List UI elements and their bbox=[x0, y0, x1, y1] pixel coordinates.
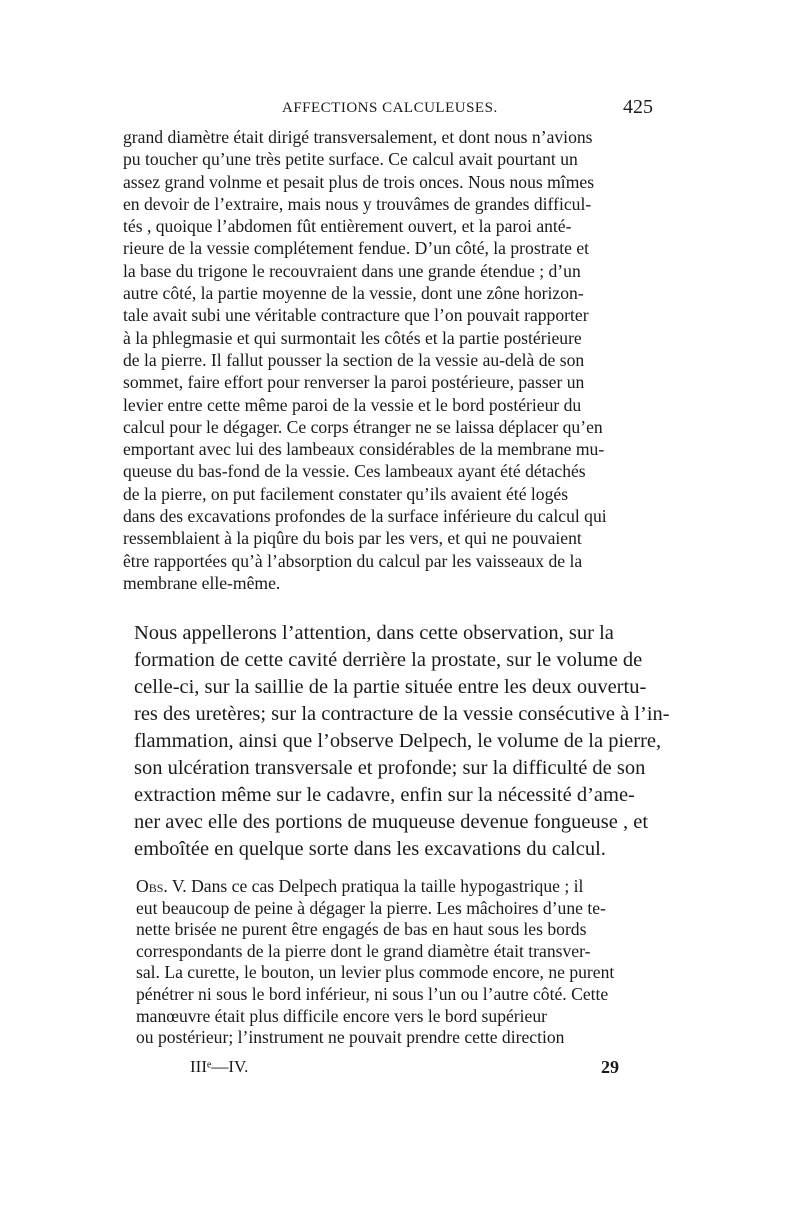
text-line: pu toucher qu’une très petite surface. Ce calcul avait pourtant un bbox=[123, 149, 578, 170]
page-number: 425 bbox=[623, 96, 653, 118]
text-line: en devoir de l’extraire, mais nous y trouvâmes de grandes difficul- bbox=[123, 193, 592, 214]
text-line: à la phlegmasie et qui surmontait les côtés et la partie postérieure bbox=[123, 327, 582, 348]
text-line: celle-ci, sur la saillie de la partie située entre les deux ouvertu- bbox=[134, 676, 647, 698]
text-line: ou postérieur; l’instrument ne pouvait prendre cette direction bbox=[136, 1027, 565, 1048]
text-line: de la pierre. Il fallut pousser la section de la vessie au-delà de son bbox=[123, 349, 585, 370]
text-line: ressemblaient à la piqûre du bois par les vers, et qui ne pouvaient bbox=[123, 528, 582, 549]
text-line: formation de cette cavité derrière la prostate, sur le volume de bbox=[134, 649, 643, 671]
signature-number: 29 bbox=[601, 1057, 619, 1077]
text-line: manœuvre était plus difficile encore vers le bord supérieur bbox=[136, 1005, 548, 1026]
text-line: correspondants de la pierre dont le grand diamètre était transver- bbox=[136, 940, 591, 961]
signature-mark: IIIᵉ—IV. bbox=[190, 1057, 249, 1076]
paragraph-case-description bbox=[123, 126, 676, 594]
text-line: grand diamètre était dirigé transversalement, et dont nous n’avions bbox=[123, 127, 593, 147]
text-line: dans des excavations profondes de la surface inférieure du calcul qui bbox=[123, 506, 607, 527]
text-line: Nous appellerons l’attention, dans cette observation, sur la bbox=[134, 622, 614, 644]
paragraph-commentary bbox=[134, 620, 670, 863]
text-line bbox=[136, 876, 676, 898]
text-line: son ulcération transversale et profonde; sur la difficulté de son bbox=[134, 757, 646, 779]
text-line: extraction même sur le cadavre, enfin sur la nécessité d’ame- bbox=[134, 784, 635, 806]
text-line: ner avec elle des portions de muqueuse devenue fongueuse , et bbox=[134, 811, 649, 833]
text-line: emportant avec lui des lambeaux considérables de la membrane mu- bbox=[123, 439, 605, 460]
text-line: emboîtée en quelque sorte dans les excavations du calcul. bbox=[134, 838, 606, 860]
text-line: de la pierre, on put facilement constater qu’ils avaient été logés bbox=[123, 483, 569, 504]
text-line: tés , quoique l’abdomen fût entièrement ouvert, et la paroi anté- bbox=[123, 216, 572, 237]
text-line: rieure de la vessie complétement fendue. D’un côté, la prostrate et bbox=[123, 238, 590, 259]
text-line: membrane elle-même. bbox=[123, 572, 281, 593]
text-line: flammation, ainsi que l’observe Delpech, le volume de la pierre, bbox=[134, 730, 662, 752]
text-line: la base du trigone le recouvraient dans une grande étendue ; d’un bbox=[123, 260, 581, 281]
text-line: tale avait subi une véritable contracture que l’on pouvait rapporter bbox=[123, 305, 589, 326]
text-line: calcul pour le dégager. Ce corps étranger ne se laissa déplacer qu’en bbox=[123, 416, 603, 437]
text-line: autre côté, la partie moyenne de la vessie, dont une zône horizon- bbox=[123, 283, 584, 304]
text-line: être rapportées qu’à l’absorption du calcul par les vaisseaux de la bbox=[123, 550, 583, 571]
text-line: eut beaucoup de peine à dégager la pierre. Les mâchoires d’une te- bbox=[136, 897, 606, 918]
text-line: sal. La curette, le bouton, un levier plus commode encore, ne purent bbox=[136, 962, 615, 983]
paragraph-observation-v bbox=[136, 876, 676, 1049]
text-line: levier entre cette même paroi de la vessie et le bord postérieur du bbox=[123, 394, 582, 415]
text-line: nette brisée ne purent être engagés de bas en haut sous les bords bbox=[136, 919, 587, 940]
text-line: pénétrer ni sous le bord inférieur, ni sous l’un ou l’autre côté. Cette bbox=[136, 983, 609, 1004]
running-title: AFFECTIONS CALCULEUSES. bbox=[282, 100, 498, 116]
observation-label: Obs. V. bbox=[136, 876, 187, 896]
text-line: res des uretères; sur la contracture de la vessie consécutive à l’in- bbox=[134, 703, 670, 725]
text-line: sommet, faire effort pour renverser la paroi postérieure, passer un bbox=[123, 372, 585, 393]
text-line: assez grand volnme et pesait plus de trois onces. Nous nous mîmes bbox=[123, 171, 595, 192]
observation-first-line: Dans ce cas Delpech pratiqua la taille hypogastrique ; il bbox=[186, 876, 584, 896]
text-line: queuse du bas-fond de la vessie. Ces lambeaux ayant été détachés bbox=[123, 461, 586, 482]
